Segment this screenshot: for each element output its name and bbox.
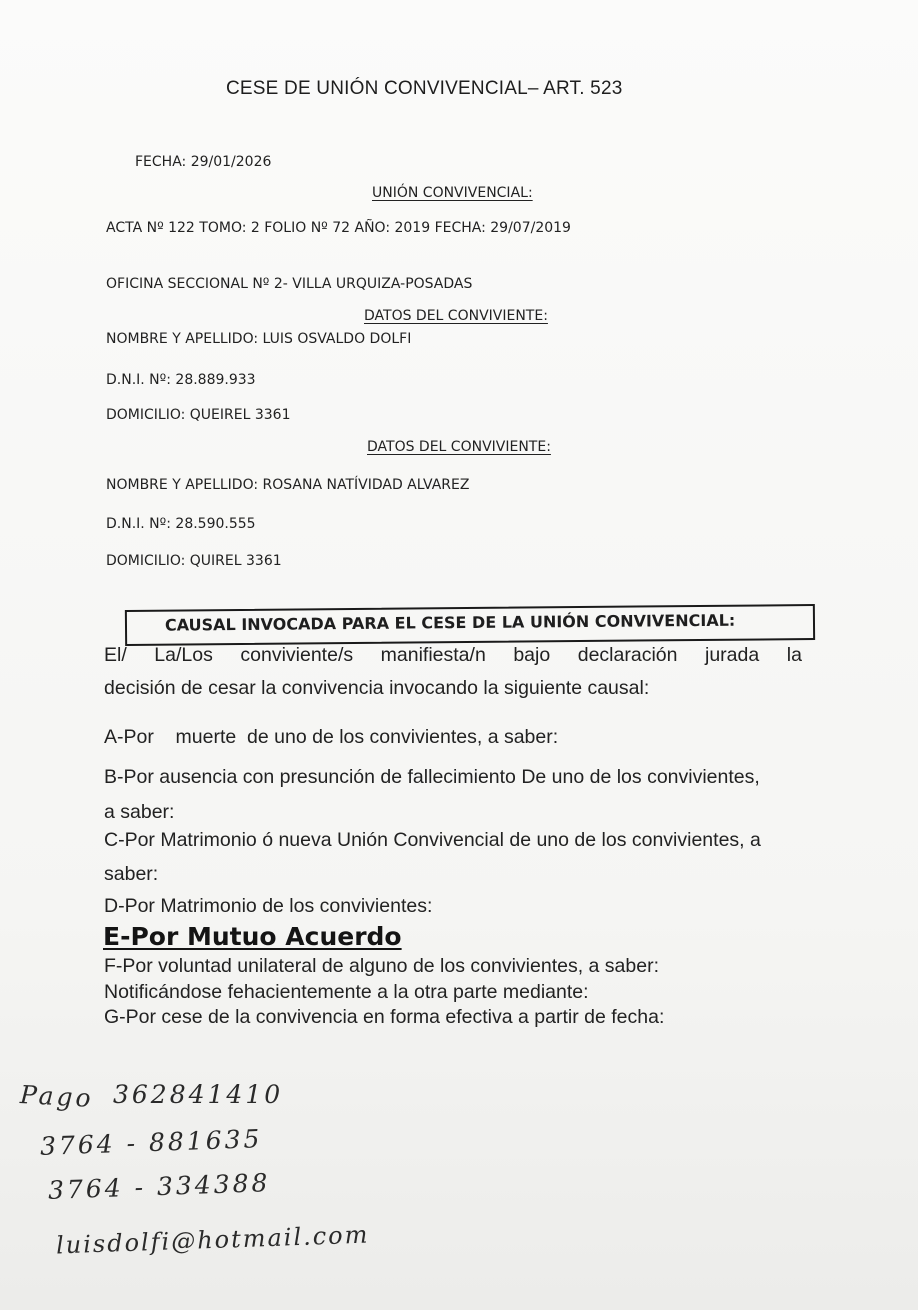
conviviente1-heading: DATOS DEL CONVIVIENTE: <box>364 308 548 324</box>
conviviente1-domicilio: DOMICILIO: QUEIREL 3361 <box>106 407 291 423</box>
intro-word: la <box>786 644 802 666</box>
intro-word: jurada <box>705 644 760 666</box>
handwritten-pago-number: 362841410 <box>113 1080 284 1109</box>
causal-b-line2: a saber: <box>104 801 175 823</box>
conviviente2-dni: D.N.I. Nº: 28.590.555 <box>106 516 256 532</box>
causal-title-box <box>125 604 815 646</box>
causal-f: F-Por voluntad unilateral de alguno de los convivientes, a saber: <box>104 955 659 977</box>
intro-word: declaración <box>577 644 678 666</box>
causal-a: A-Por muerte de uno de los convivientes, a saber: <box>104 726 559 748</box>
causal-e-selected: E-Por Mutuo Acuerdo <box>103 922 402 951</box>
causal-c-line1: C-Por Matrimonio ó nueva Unión Convivencial de uno de los convivientes, a <box>104 829 761 851</box>
intro-word: conviviente/s <box>240 644 354 666</box>
union-heading: UNIÓN CONVIVENCIAL: <box>372 185 533 201</box>
causal-f-note: Notificándose fehacientemente a la otra parte mediante: <box>104 981 589 1003</box>
conviviente1-nombre: NOMBRE Y APELLIDO: LUIS OSVALDO DOLFI <box>106 331 412 347</box>
oficina-line: OFICINA SECCIONAL Nº 2- VILLA URQUIZA-POSADAS <box>106 276 473 292</box>
intro-word: El/ <box>104 644 127 666</box>
causal-d: D-Por Matrimonio de los convivientes: <box>104 895 433 917</box>
conviviente2-heading: DATOS DEL CONVIVIENTE: <box>367 439 551 455</box>
causal-b-line1: B-Por ausencia con presunción de fallecimiento De uno de los convivientes, <box>104 766 760 788</box>
acta-line: ACTA Nº 122 TOMO: 2 FOLIO Nº 72 AÑO: 2019 FECHA: 29/07/2019 <box>106 220 571 236</box>
handwritten-phone-1: 3764 - 881635 <box>39 1124 263 1161</box>
conviviente1-dni: D.N.I. Nº: 28.889.933 <box>106 372 256 388</box>
causal-title: CAUSAL INVOCADA PARA EL CESE DE LA UNIÓN CONVIVENCIAL: <box>164 610 736 635</box>
conviviente2-domicilio: DOMICILIO: QUIREL 3361 <box>106 553 282 569</box>
handwritten-phone-2: 3764 - 334388 <box>47 1168 271 1205</box>
causal-g: G-Por cese de la convivencia en forma efectiva a partir de fecha: <box>104 1006 665 1028</box>
fecha-line: FECHA: 29/01/2026 <box>135 154 272 170</box>
handwritten-email: luisdolfi@hotmail.com <box>55 1220 370 1260</box>
intro-word: La/Los <box>154 644 213 666</box>
intro-word: manifiesta/n <box>380 644 486 666</box>
causal-intro-line2: decisión de cesar la convivencia invocando la siguiente causal: <box>104 677 650 699</box>
handwritten-pago-label: Pago <box>19 1080 95 1113</box>
causal-c-line2: saber: <box>104 863 159 885</box>
conviviente2-nombre: NOMBRE Y APELLIDO: ROSANA NATÍVIDAD ALVAREZ <box>106 477 470 493</box>
causal-intro-line1 <box>104 644 802 667</box>
document-title: CESE DE UNIÓN CONVIVENCIAL– ART. 523 <box>226 78 623 99</box>
intro-word: bajo <box>513 644 551 666</box>
